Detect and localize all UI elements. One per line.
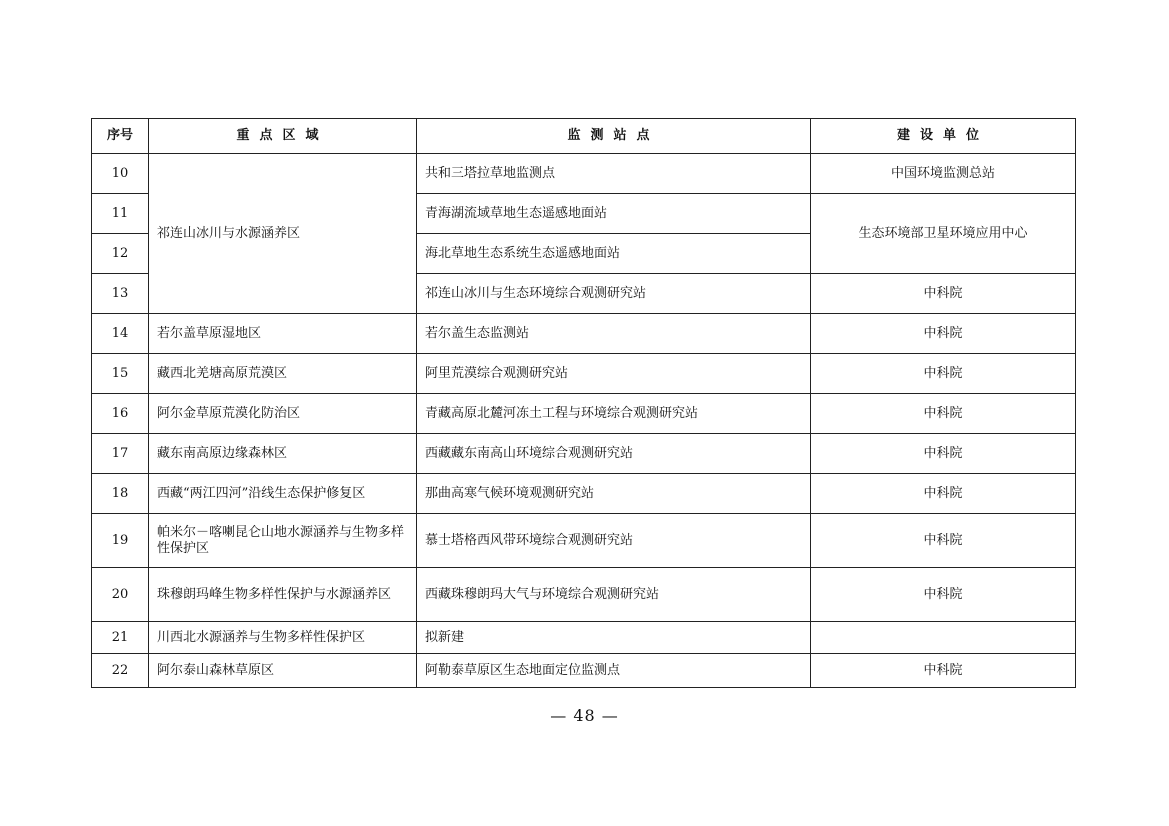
row-station: 青藏高原北麓河冻土工程与环境综合观测研究站 bbox=[417, 394, 811, 434]
table-row bbox=[92, 474, 1076, 514]
row-station: 若尔盖生态监测站 bbox=[417, 314, 811, 354]
row-unit: 中科院 bbox=[811, 314, 1076, 354]
row-station: 共和三塔拉草地监测点 bbox=[417, 154, 811, 194]
table-row bbox=[92, 394, 1076, 434]
row-seq: 16 bbox=[92, 394, 149, 434]
row-seq: 11 bbox=[92, 194, 149, 234]
row-seq: 15 bbox=[92, 354, 149, 394]
row-station: 祁连山冰川与生态环境综合观测研究站 bbox=[417, 274, 811, 314]
row-station: 西藏藏东南高山环境综合观测研究站 bbox=[417, 434, 811, 474]
row-seq: 22 bbox=[92, 654, 149, 688]
header-station: 监测站点 bbox=[417, 119, 811, 154]
row-unit: 中科院 bbox=[811, 394, 1076, 434]
header-region: 重点区域 bbox=[149, 119, 417, 154]
table-row bbox=[92, 568, 1076, 622]
row-station: 那曲高寒气候环境观测研究站 bbox=[417, 474, 811, 514]
row-station: 阿里荒漠综合观测研究站 bbox=[417, 354, 811, 394]
row-seq: 19 bbox=[92, 514, 149, 568]
row-seq: 13 bbox=[92, 274, 149, 314]
header-unit: 建设单位 bbox=[811, 119, 1076, 154]
row-region: 川西北水源涵养与生物多样性保护区 bbox=[149, 622, 417, 654]
row-unit: 中科院 bbox=[811, 354, 1076, 394]
row-unit: 中科院 bbox=[811, 274, 1076, 314]
row-seq: 18 bbox=[92, 474, 149, 514]
table-row bbox=[92, 622, 1076, 654]
row-unit: 中科院 bbox=[811, 568, 1076, 622]
row-unit: 中科院 bbox=[811, 514, 1076, 568]
row-region: 阿尔金草原荒漠化防治区 bbox=[149, 394, 417, 434]
row-station: 青海湖流域草地生态遥感地面站 bbox=[417, 194, 811, 234]
table-row bbox=[92, 154, 1076, 194]
table-row bbox=[92, 514, 1076, 568]
row-seq: 10 bbox=[92, 154, 149, 194]
row-unit: 中科院 bbox=[811, 474, 1076, 514]
row-station: 拟新建 bbox=[417, 622, 811, 654]
row-unit: 生态环境部卫星环境应用中心 bbox=[811, 194, 1076, 274]
row-region: 祁连山冰川与水源涵养区 bbox=[149, 154, 417, 314]
table-row bbox=[92, 314, 1076, 354]
row-region: 西藏“两江四河”沿线生态保护修复区 bbox=[149, 474, 417, 514]
table-row bbox=[92, 354, 1076, 394]
row-unit: 中科院 bbox=[811, 654, 1076, 688]
header-seq: 序号 bbox=[92, 119, 149, 154]
stations-table bbox=[91, 118, 1076, 688]
row-region: 阿尔泰山森林草原区 bbox=[149, 654, 417, 688]
row-region: 珠穆朗玛峰生物多样性保护与水源涵养区 bbox=[149, 568, 417, 622]
table-row bbox=[92, 434, 1076, 474]
row-region: 帕米尔－喀喇昆仑山地水源涵养与生物多样性保护区 bbox=[149, 514, 417, 568]
row-seq: 21 bbox=[92, 622, 149, 654]
row-seq: 14 bbox=[92, 314, 149, 354]
row-unit: 中科院 bbox=[811, 434, 1076, 474]
row-seq: 17 bbox=[92, 434, 149, 474]
table-header-row bbox=[92, 119, 1076, 154]
table-row bbox=[92, 654, 1076, 688]
row-station: 阿勒泰草原区生态地面定位监测点 bbox=[417, 654, 811, 688]
row-station: 海北草地生态系统生态遥感地面站 bbox=[417, 234, 811, 274]
row-unit: 中国环境监测总站 bbox=[811, 154, 1076, 194]
row-region: 藏西北羌塘高原荒漠区 bbox=[149, 354, 417, 394]
row-region: 藏东南高原边缘森林区 bbox=[149, 434, 417, 474]
row-unit bbox=[811, 622, 1076, 654]
row-seq: 12 bbox=[92, 234, 149, 274]
row-seq: 20 bbox=[92, 568, 149, 622]
row-station: 西藏珠穆朗玛大气与环境综合观测研究站 bbox=[417, 568, 811, 622]
row-station: 慕士塔格西风带环境综合观测研究站 bbox=[417, 514, 811, 568]
page-number: — 48 — bbox=[550, 706, 619, 725]
row-region: 若尔盖草原湿地区 bbox=[149, 314, 417, 354]
